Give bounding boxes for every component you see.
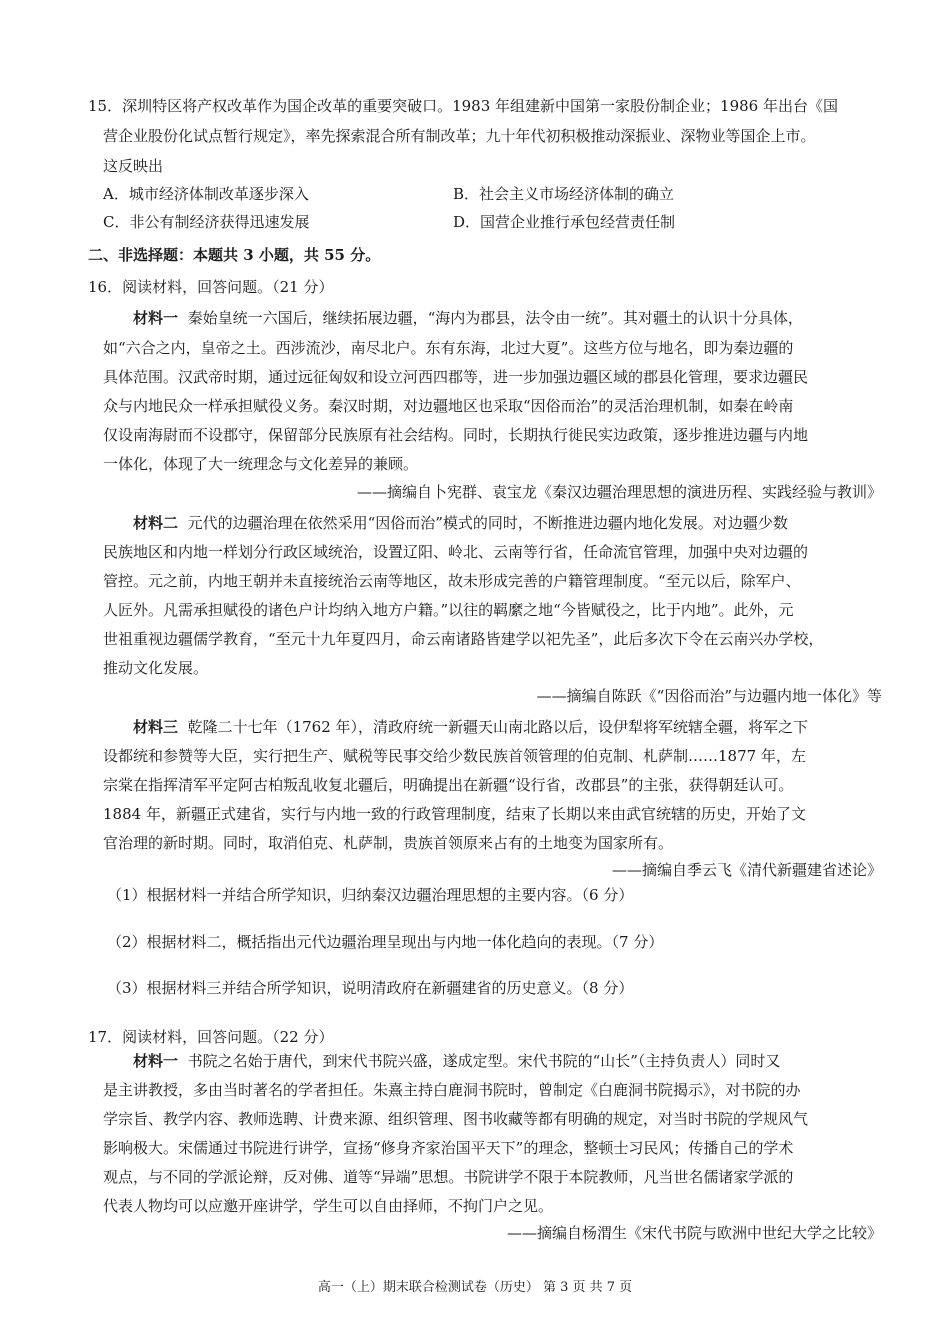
- q15-option-d: D．国营企业推行承包经营责任制: [453, 213, 676, 231]
- q15-option-b: B．社会主义市场经济体制的确立: [453, 185, 675, 203]
- q16-material-3-first-line: [133, 717, 808, 737]
- q16-subquestion-3: （3）根据材料三并结合所学知识，说明清政府在新疆建省的历史意义。（8 分）: [107, 979, 634, 997]
- q16-m2-source: ——摘编自陈跃《“因俗而治”与边疆内地一体化》等: [536, 687, 882, 705]
- q16-m2-line-4: 人匠外。凡需承担赋役的诸色户计均纳入地方户籍。”以往的羁縻之地“今皆赋役之，比于内地”。此外，元: [103, 601, 794, 619]
- material-text: 秦始皇统一六国后，继续拓展边疆，“海内为郡县，法令由一统”。其对疆土的认识十分具体，: [187, 309, 803, 327]
- material-label: 材料一: [133, 1052, 179, 1070]
- q16-m2-line-3: 管控。元之前，内地王朝并未直接统治云南等地区，故未形成完善的户籍管理制度。“至元以后，除军户、: [103, 572, 801, 590]
- q16-m1-line-2: 如“六合之内，皇帝之土。西涉流沙，南尽北户。东有东海，北过大夏”。这些方位与地名，即为秦边疆的: [103, 339, 794, 357]
- material-text: 元代的边疆治理在依然采用“因俗而治”模式的同时，不断推进边疆内地化发展。对边疆少数: [187, 514, 788, 532]
- q15-option-a: A．城市经济体制改革逐步深入: [103, 185, 309, 203]
- material-label: 材料三: [133, 718, 179, 736]
- section-heading: 二、非选择题：本题共 3 小题，共 55 分。: [88, 246, 381, 264]
- q15-line-2: 营企业股份化试点暂行规定》，率先探索混合所有制改革；九十年代初积极推动深振业、深物业等国企上市。: [103, 127, 816, 145]
- q17-m1-line-6: 代表人物均可以应邀开座讲学，学生可以自由择师，不拘门户之见。: [103, 1197, 554, 1215]
- material-label: 材料一: [133, 309, 179, 327]
- material-text: 乾隆二十七年（1762 年），清政府统一新疆天山南北路以后，设伊犁将军统辖全疆，将军之下: [187, 718, 809, 736]
- q17-title: 17．阅读材料，回答问题。（22 分）: [88, 1028, 334, 1046]
- q16-m3-line-3: 宗棠在指挥清军平定阿古柏叛乱收复北疆后，明确提出在新疆“设行省，改郡县”的主张，获得朝廷认可。: [103, 776, 794, 794]
- q16-m1-line-4: 众与内地民众一样承担赋役义务。秦汉时期，对边疆地区也采取“因俗而治”的灵活治理机制，如秦在岭南: [103, 397, 794, 415]
- q16-m3-line-2: 设都统和参赞等大臣，实行把生产、赋税等民事交给少数民族首领管理的伯克制、札萨制……1877 年，左: [103, 747, 806, 765]
- q16-m1-source: ——摘编自卜宪群、袁宝龙《秦汉边疆治理思想的演进历程、实践经验与教训》: [356, 483, 882, 501]
- page-footer: 高一（上）期末联合检测试卷（历史） 第 3 页 共 7 页: [317, 1280, 633, 1295]
- q17-m1-line-5: 观点，与不同的学派论辩，反对佛、道等“异端”思想。书院讲学不限于本院教师，凡当世名儒诸家学派的: [103, 1168, 794, 1186]
- q17-material-1-first-line: [133, 1051, 780, 1071]
- q15-line-3: 这反映出: [103, 157, 164, 175]
- q15-line-1: 15．深圳特区将产权改革作为国企改革的重要突破口。1983 年组建新中国第一家股份制企业；1986 年出台《国: [88, 97, 838, 115]
- q16-m2-line-2: 民族地区和内地一样划分行政区域统治，设置辽阳、岭北、云南等行省，任命流官管理，加强中央对边疆的: [103, 543, 809, 561]
- q16-m1-line-6: 一体化，体现了大一统理念与文化差异的兼顾。: [103, 455, 419, 473]
- q17-m1-line-4: 影响极大。宋儒通过书院进行讲学，宣扬“修身齐家治国平天下”的理念，整顿士习民风；传播自己的学术: [103, 1139, 794, 1157]
- q16-m3-source: ——摘编自季云飞《清代新疆建省述论》: [611, 861, 882, 879]
- q17-m1-line-3: 学宗旨、教学内容、教师选聘、计费来源、组织管理、图书收藏等都有明确的规定，对当时书院的学规风气: [103, 1110, 809, 1128]
- material-text: 书院之名始于唐代，到宋代书院兴盛，遂成定型。宋代书院的“山长”（主持负责人）同时又: [187, 1052, 781, 1070]
- q16-subquestion-2: （2）根据材料二，概括指出元代边疆治理呈现出与内地一体化趋向的表现。（7 分）: [107, 933, 664, 951]
- q16-title: 16．阅读材料，回答问题。（21 分）: [88, 278, 334, 296]
- q16-m3-line-4: 1884 年，新疆正式建省，实行与内地一致的行政管理制度，结束了长期以来由武官统辖的历史，开始了文: [103, 805, 806, 823]
- q16-subquestion-1: （1）根据材料一并结合所学知识，归纳秦汉边疆治理思想的主要内容。（6 分）: [107, 886, 634, 904]
- q16-material-1-first-line: [133, 308, 803, 328]
- q16-m3-line-5: 官治理的新时期。同时，取消伯克、札萨制，贵族首领原来占有的土地变为国家所有。: [103, 834, 674, 852]
- material-label: 材料二: [133, 514, 179, 532]
- q16-m2-line-5: 世祖重视边疆儒学教育，“至元十九年夏四月，命云南诸路皆建学以祀先圣”，此后多次下令在云南兴办学校，: [103, 630, 824, 648]
- q17-m1-line-2: 是主讲教授，多由当时著名的学者担任。朱熹主持白鹿洞书院时，曾制定《白鹿洞书院揭示》，对书院的办: [103, 1081, 801, 1099]
- q16-m1-line-5: 仅设南海尉而不设郡守，保留部分民族原有社会结构。同时，长期执行徙民实边政策，逐步推进边疆与内地: [103, 426, 809, 444]
- q15-option-c: C．非公有制经济获得迅速发展: [103, 213, 310, 231]
- q16-m2-line-6: 推动文化发展。: [103, 659, 209, 677]
- q16-material-2-first-line: [133, 513, 788, 533]
- q16-m1-line-3: 具体范围。汉武帝时期，通过远征匈奴和设立河西四郡等，进一步加强边疆区域的郡县化管理，要求边疆民: [103, 368, 809, 386]
- q17-m1-source: ——摘编自杨渭生《宋代书院与欧洲中世纪大学之比较》: [506, 1224, 882, 1242]
